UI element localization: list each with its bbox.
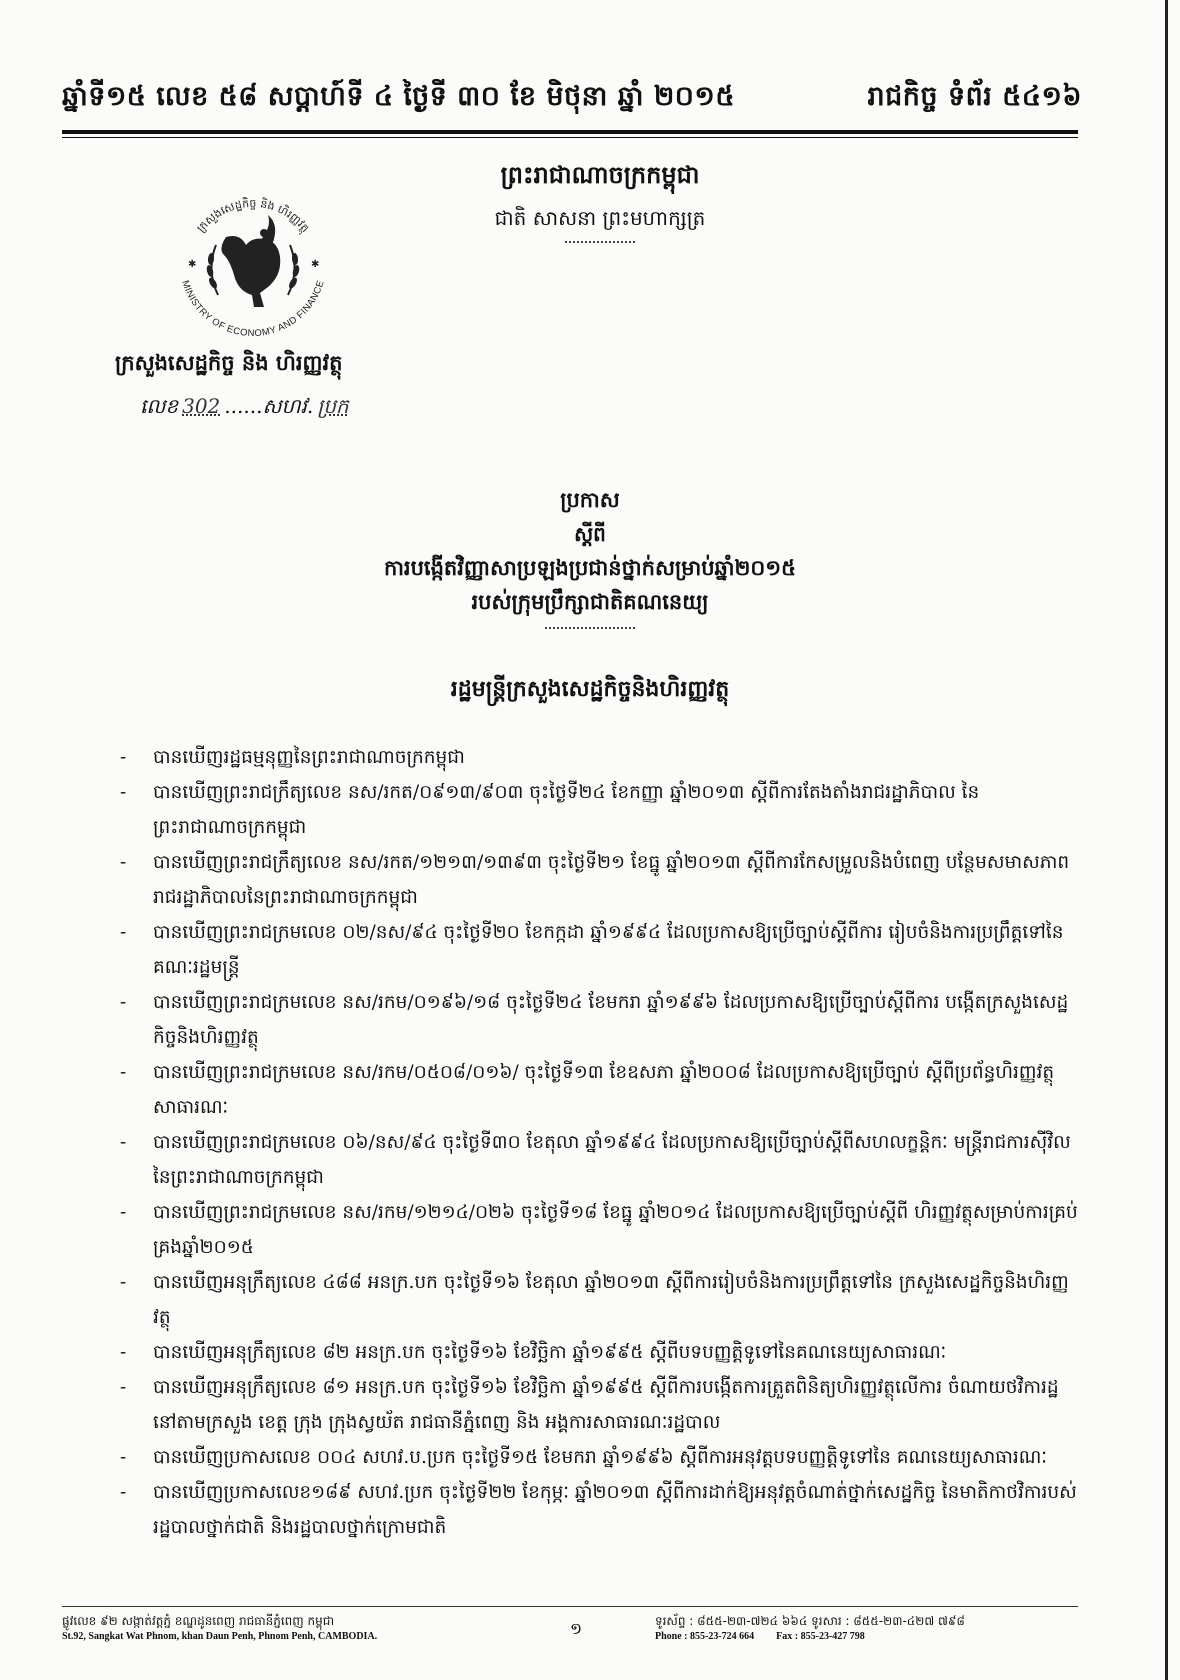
recital-item: - បានឃើញព្រះរាជក្រឹត្យលេខ នស/រកត/១២១៣/១៣៩៣ ចុះថ្ងៃទី២១ ខែធ្នូ ឆ្នាំ២០១៣ ស្តីពីការកែសម្រួលនិងបំពេញ បន្ថែមសមាសភាពរាជរដ្ឋាភិបាលនៃព្រះរាជាណាចក្រកម្ពុជា — [120, 852, 1070, 908]
issuing-ministry: ក្រសួងសេដ្ឋកិច្ច និង ហិរញ្ញវត្ថុ — [115, 350, 343, 375]
kingdom-name: ព្រះរាជាណាចក្រកម្ពុជា — [500, 160, 700, 189]
recital-item: - បានឃើញប្រកាសលេខ ០០៤ សហវ.ប.ប្រក ចុះថ្ងៃទី១៥ ខែមករា ឆ្នាំ១៩៩៦ ស្តីពីការអនុវត្តបទបញ្ញត្តិទូទៅនៃ គណនេយ្យសាធារណៈ — [120, 1447, 1047, 1468]
recital-item: - បានឃើញរដ្ឋធម្មនុញ្ញនៃព្រះរាជាណាចក្រកម្ពុជា — [120, 747, 465, 768]
page-number: ១ — [570, 1619, 583, 1638]
footer-address — [62, 1613, 377, 1645]
svg-text:MINISTRY OF ECONOMY AND FINANC: MINISTRY OF ECONOMY AND FINANCE — [179, 279, 327, 340]
footer-contact — [655, 1613, 965, 1645]
kingdom-motto: ជាតិ សាសនា ព្រះមហាក្សត្រ — [494, 206, 706, 230]
recital-item: - បានឃើញព្រះរាជក្រមលេខ ០២/នស/៩៤ ចុះថ្ងៃទី២០ ខែកក្កដា ឆ្នាំ១៩៩៤ ដែលប្រកាសឱ្យប្រើច្បាប់ស្តីពីការ រៀបចំនិងការប្រព្រឹត្តទៅនៃគណៈរដ្ឋមន្ត្រី — [120, 922, 1064, 978]
recitals-list — [115, 740, 1080, 1545]
gazette-header — [62, 80, 1082, 119]
kingdom-heading — [420, 160, 780, 243]
issuing-authority: រដ្ឋមន្ត្រីក្រសួងសេដ្ឋកិច្ចនិងហិរញ្ញវត្ថុ — [450, 676, 730, 702]
ornament-divider — [565, 241, 635, 243]
recital-item: - បានឃើញព្រះរាជក្រមលេខ នស/រកម/១២១៤/០២៦ ចុះថ្ងៃទី១៨ ខែធ្នូ ឆ្នាំ២០១៤ ដែលប្រកាសឱ្យប្រើច្បាប់ស្តីពី ហិរញ្ញវត្ថុសម្រាប់ការគ្រប់គ្រងឆ្នាំ២០១៥ — [120, 1202, 1078, 1258]
title-about: ស្តីពី — [574, 522, 606, 546]
recital-item: - បានឃើញអនុក្រឹត្យលេខ ៨១ អនក្រ.បក ចុះថ្ងៃទី១៦ ខែវិច្ឆិកា ឆ្នាំ១៩៩៥ ស្តីពីការបង្កើតការត្រួតពិនិត្យហិរញ្ញវត្ថុលើការ ចំណាយថវិការដ្ឋនៅតាមក្រសួង ខេត្ត ក្រុង ក្រុងស្វយ័ត រាជធានីភ្នំពេញ និង អង្គការសាធារណៈរដ្ឋបាល — [120, 1377, 1059, 1433]
ref-label: លេខ — [140, 394, 179, 418]
ministry-seal-icon — [168, 175, 338, 345]
gazette-page-ref: រាជកិច្ច ទំព័រ ៥៤១៦ — [867, 81, 1082, 112]
recital-item: - បានឃើញព្រះរាជក្រមលេខ នស/រកម/០៥០៨/០១៦/ ចុះថ្ងៃទី១៣ ខែឧសភា ឆ្នាំ២០០៨ ដែលប្រកាសឱ្យប្រើច្បាប់ ស្តីពីប្រព័ន្ធហិរញ្ញវត្ថុសាធារណៈ — [120, 1062, 1055, 1118]
reference-number-line: លេខ 302 ......សហវ. ប្រក — [140, 393, 353, 423]
recital-item: - បានឃើញអនុក្រឹត្យលេខ ៤៨៨ អនក្រ.បក ចុះថ្ងៃទី១៦ ខែតុលា ឆ្នាំ២០១៣ ស្តីពីការរៀបចំនិងការប្រព្រឹត្តទៅនៃ ក្រសួងសេដ្ឋកិច្ចនិងហិរញ្ញវត្ថុ — [120, 1272, 1069, 1328]
contact-english — [655, 1629, 965, 1645]
recital-item: - បានឃើញព្រះរាជក្រមលេខ ០៦/នស/៩៤ ចុះថ្ងៃទី៣០ ខែតុលា ឆ្នាំ១៩៩៤ ដែលប្រកាសឱ្យប្រើច្បាប់ស្តីពីសហលក្ខន្តិកៈ មន្ត្រីរាជការស៊ីវិលនៃព្រះរាជាណាចក្រកម្ពុជា — [120, 1132, 1071, 1188]
gazette-issue-line: ឆ្នាំទី១៥ លេខ ៥៨ សប្តាហ៍ទី ៤ ថ្ងៃទី ៣០ ខែ មិថុនា ឆ្នាំ ២០១៥ — [62, 81, 735, 112]
title-line-2: របស់ក្រុមប្រឹក្សាជាតិគណនេយ្យ — [471, 589, 709, 614]
document-title — [300, 483, 880, 629]
recital-item: - បានឃើញប្រកាសលេខ១៨៩ សហវ.ប្រក ចុះថ្ងៃទី២២ ខែកុម្ភៈ ឆ្នាំ២០១៣ ស្តីពីការដាក់ឱ្យអនុវត្តចំណាត់ថ្នាក់សេដ្ឋកិច្ច នៃមាតិកាថវិការបស់រដ្ឋបាលថ្នាក់ជាតិ និងរដ្ឋបាលថ្នាក់ក្រោមជាតិ — [120, 1482, 1077, 1538]
recital-item: - បានឃើញព្រះរាជក្រឹត្យលេខ នស/រកត/០៩១៣/៩០៣ ចុះថ្ងៃទី២៤ ខែកញ្ញា ឆ្នាំ២០១៣ ស្តីពីការតែងតាំងរាជរដ្ឋាភិបាល នៃព្រះរាជាណាចក្រកម្ពុជា — [120, 782, 980, 838]
title-type: ប្រកាស — [560, 487, 620, 512]
ornament-divider — [545, 627, 635, 629]
ref-number: 302 — [182, 394, 221, 418]
footer-rule — [62, 1606, 1078, 1607]
svg-text:ក្រសួងសេដ្ឋកិច្ច និង ហិរញ្ញវត្: ក្រសួងសេដ្ឋកិច្ច និង ហិរញ្ញវត្ថុ — [194, 196, 312, 235]
page-edge-rule — [1165, 0, 1168, 1680]
recital-item: - បានឃើញអនុក្រឹត្យលេខ ៨២ អនក្រ.បក ចុះថ្ងៃទី១៦ ខែវិច្ឆិកា ឆ្នាំ១៩៩៥ ស្តីពីបទបញ្ញត្តិទូទៅនៃគណនេយ្យសាធារណៈ — [120, 1342, 947, 1363]
address-khmer: ផ្លូវលេខ ៩២ សង្កាត់វត្តភ្នំ ខណ្ឌដូនពេញ រាជធានីភ្នំពេញ កម្ពុជា — [62, 1614, 335, 1628]
ref-suffix: សហវ. — [262, 394, 314, 418]
fax-english: Fax : 855-23-427 798 — [776, 1631, 865, 1642]
recital-item: - បានឃើញព្រះរាជក្រមលេខ នស/រកម/០១៩៦/១៨ ចុះថ្ងៃទី២៤ ខែមករា ឆ្នាំ១៩៩៦ ដែលប្រកាសឱ្យប្រើច្បាប់ស្តីពីការ បង្កើតក្រសួងសេដ្ឋកិច្ចនិងហិរញ្ញវត្ថុ — [120, 992, 1069, 1048]
contact-khmer: ទូរស័ព្ទ : ៨៥៥-២៣-៧២៤ ៦៦៤ ទូរសារ : ៨៥៥-២៣-៤២៧ ៧៩៨ — [655, 1614, 965, 1628]
address-english: St.92, Sangkat Wat Phnom, khan Daun Penh, Phnom Penh, CAMBODIA. — [62, 1631, 378, 1642]
svg-text:✱: ✱ — [311, 259, 320, 270]
header-rule-thin — [62, 137, 1078, 138]
title-line-1: ការបង្កើតវិញ្ញាសាប្រឡងប្រជាន់ថ្នាក់សម្រាប់ឆ្នាំ២០១៥ — [383, 555, 797, 580]
phone-english: Phone : 855-23-724 664 — [655, 1631, 755, 1642]
svg-text:✱: ✱ — [188, 259, 197, 270]
header-rule — [62, 130, 1078, 134]
ref-suffix-handwritten: ប្រក — [317, 394, 349, 418]
